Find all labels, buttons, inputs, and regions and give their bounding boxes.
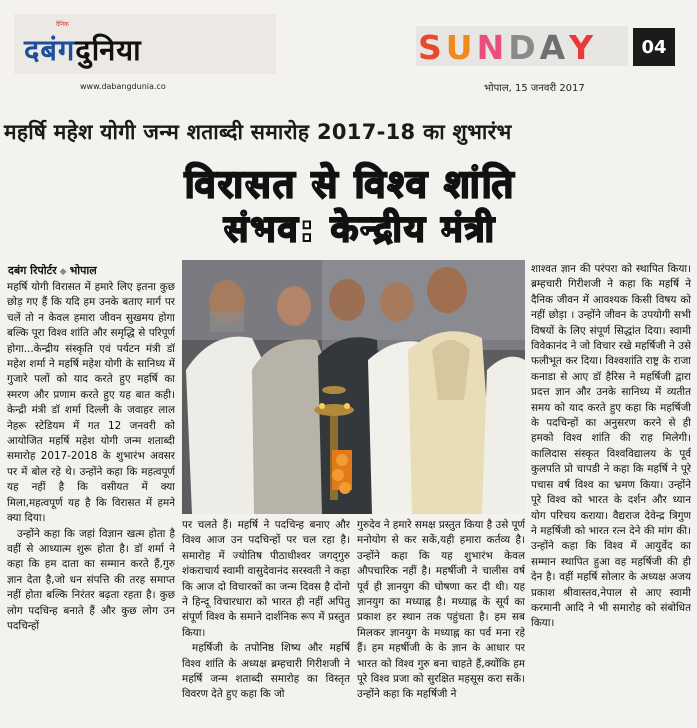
- supplement-letter: S: [418, 28, 446, 67]
- newspaper-logo[interactable]: [24, 30, 142, 69]
- byline-source: दबंग रिपोर्टर: [8, 264, 57, 277]
- logo-word-dabang: दबंग: [24, 33, 76, 67]
- page-number-badge: 04: [633, 28, 675, 66]
- paragraph: महर्षि योगी विरासत में हमारे लिए इतना कुछ छोड़ गए हैं कि यदि हम उनके बताए मार्ग पर चलें तो न केवल हमारा जीवन सुखमय होगा बल्कि पूरा विश्व शांति और समृद्धि से परिपूर्ण होगा...केन्द्रीय संस्कृति एवं पर्यटन मंत्री डॉ महेश शर्मा ने महर्षि महेश योगी के सानिध्य में गुजारे पलों को याद करते हुए महर्षि का स्मरण और प्रणाम करते हुए यह बात कही। केन्द्री मंत्री डॉ शर्मा दिल्ली के जवाहर लाल नेहरू स्टेडियम में गत 12 जनवरी को आयोजित महर्षि महेश योगी जन्म शताब्दी समारोह 2017-2018 के शुभारंभ अवसर पर में बोल रहे थे। उन्होंने कहा कि महत्वपूर्ण यह नहीं है कि वसीयत में क्या मिला,महत्वपूर्ण यह है कि विरासत में हमने क्या दिया।: [7, 281, 175, 525]
- logo-tagline: दैनिक: [56, 21, 69, 28]
- byline-place: भोपाल: [69, 264, 97, 277]
- logo-word-duniya: दुनिया: [75, 33, 142, 67]
- supplement-title: [418, 28, 597, 67]
- supplement-letter: N: [476, 28, 509, 67]
- article-column-2: [182, 518, 350, 724]
- supplement-letter: Y: [569, 28, 598, 67]
- event-photo: [182, 260, 525, 514]
- article-column-4: [531, 262, 691, 724]
- supplement-letter: U: [445, 28, 477, 67]
- byline: [8, 263, 97, 278]
- article-kicker: महर्षि महेश योगी जन्म शताब्दी समारोह 2017-18 का शुभारंभ: [4, 120, 512, 144]
- article-column-3: [357, 518, 525, 724]
- paragraph: उन्होंने कहा कि जहां विज्ञान खत्म होता है वहीं से आध्यात्म शुरू होता है। डॉ शर्मा ने कहा कि हम दाता का सम्मान करते हैं,गुरु ज्ञान देता है,जो धन संपत्ति की तरह समाप्त नहीं होता बल्कि निरंतर बढ़ता रहता है। कुछ लोग पदचिन्ह बनाते हैं और कुछ लोग उन पदचिन्हों: [7, 527, 175, 632]
- paragraph: शाश्वत ज्ञान की परंपरा को स्थापित किया। ब्रम्हचारी गिरीशजी ने कहा कि महर्षि ने दैनिक जीवन में आवश्यक किसी विषय को नहीं छोड़ा । उन्होंने जीवन के उपयोगी सभी विषयों के लिए संपूर्ण सिद्धांत दिया। स्वामी विवेकानंद ने जो विचार रखे महर्षिजी ने उसे फलीभूत कर दिया। विश्वशांति राष्ट्र के राजा कनाडा से आए डॉ हैरिस ने महर्षिजी द्वारा प्रदत्त ज्ञान और उनके सानिध्य में व्यतीत समय को याद करते हुए कहा कि महर्षिजी के पदचिन्हों का अनुसरण करने से ही हमको विश्व शांति की राह मिलेगी। कालिदास संस्कृत विश्वविद्यालय के पूर्व कुलपति प्रो चापडी ने कहा कि महर्षि ने पूरे पचास वर्ष विश्व का भ्रमण किया। उन्होंने पूरे विश्व को भारत के दर्शन और ध्यान योग परिचय कराया। वैद्यराज देवेन्द्र त्रिगुण ने महर्षिजी को भारत रत्न देने की मांग की। उन्होंने कहा कि विश्व में आयुर्वेद का सम्मान स्थापित हुआ वह महर्षिजी की ही देन है। वहीं महर्षि सोलार के अध्यक्ष अजय प्रकाश श्रीवास्तव,नेपाल से आए स्वामी करमानी आदि ने भी समारोह को संबोधित किया।: [531, 263, 691, 630]
- website-url[interactable]: www.dabangdunia.co: [80, 82, 166, 91]
- paragraph: पर चलते हैं। महर्षि ने पदचिन्ह बनाए और विश्व आज उन पदचिन्हों पर चल रहा है। समारोह में ज्योतिष पीठाधीश्वर जगद्‌गुरु शंकराचार्य स्वामी वासुदेवानंद सरस्वती ने कहा कि आज दो विचारकों का जन्म दिवस है दोनो ने हिन्दू विचारधारा को भारत ही नहीं अपितु संपूर्ण विश्व के समाने दार्शनिक रूप में प्रस्तुत किया।: [182, 519, 350, 639]
- paragraph: महर्षिजी के तपोनिष्ठ शिष्य और महर्षि विश्व शांति के अध्यक्ष ब्रम्हचारी गिरीशजी ने महर्षि जन्म शताब्दी समारोह का विस्तृत विवरण देते हुए कहा कि जो: [182, 642, 350, 701]
- headline-line-2: संभव: केन्द्रीय मंत्री: [224, 209, 496, 250]
- supplement-letter: A: [539, 28, 570, 67]
- supplement-letter: D: [508, 28, 540, 67]
- edition-dateline: भोपाल, 15 जनवरी 2017: [484, 83, 585, 94]
- diamond-separator-icon: ◆: [59, 267, 67, 277]
- paragraph: गुरुदेव ने हमारे समक्ष प्रस्तुत किया है उसे पूर्ण मनोयोग से कर सकें,यही हमारा कर्तव्य है। उन्होंने कहा कि यह शुभारंभ केवल औपचारिक नहीं है। महर्षीजी ने चालीस वर्ष पूर्व ही ज्ञानयुग की घोषणा कर दी थी। यह ज्ञानयुग का मध्याह्न है। मध्याह्न के सूर्य का प्रकाश हर स्थान तक पहुंचता है। हम सब मिलकर ज्ञानयुग के मध्याह्न का पर्व मना रहे हैं। हम महर्षीजी के के ज्ञान के आधार पर भारत को विश्व गुरु बना चाहते हैं,क्योंकि हम पूरे विश्व प्रजा को सुरक्षित महसूस करा सकें। उन्होंने कहा कि महर्षिजी ने: [357, 519, 525, 701]
- article-column-1: [7, 280, 175, 724]
- headline-line-1: विरासत से विश्व शांति: [184, 162, 516, 206]
